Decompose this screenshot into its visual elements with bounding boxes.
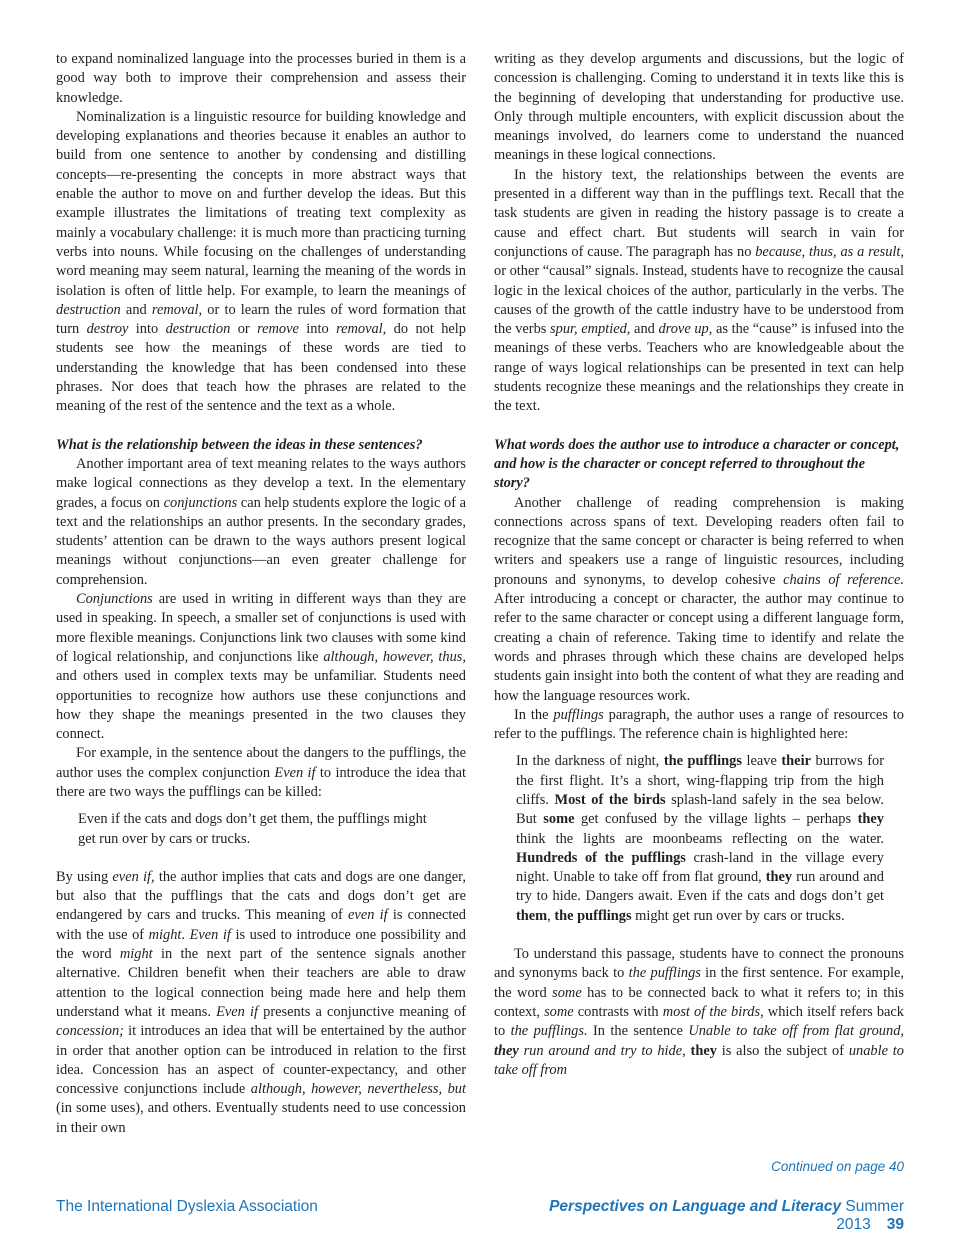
text-run: to expand nominalized language into the processes buried in them is a good way both to improve their comprehension and assess their knowledge. xyxy=(56,51,466,106)
text-run: the author implies that cats and dogs are one danger, but also that the pufflings that the cats and dogs don’t get are endangered by cars and trucks. This meaning of xyxy=(56,868,466,924)
paragraph xyxy=(56,744,466,802)
footer-publication xyxy=(486,1198,904,1234)
paragraph xyxy=(56,868,466,1138)
paragraph xyxy=(56,590,466,744)
text-run: run around and try to hide. Dangers await. Even if the cats and dogs don’t get xyxy=(516,869,884,905)
spacer xyxy=(494,417,904,436)
italic-term: most of the birds, xyxy=(662,1003,764,1020)
text-run: burrows for the first flight. It’s a short, wing-flapping trip from the high cliffs. xyxy=(516,753,885,808)
text-run: has to be connected back to what it refers to; in this context, xyxy=(494,984,904,1020)
text-run: get confused by the village lights – perhaps xyxy=(574,811,858,828)
text-run: In the darkness of night, xyxy=(516,753,664,770)
italic-term: Unable to take off from flat ground, xyxy=(688,1023,904,1040)
text-run: presents a conjunctive meaning of xyxy=(258,1003,466,1020)
text-run: is also the subject of xyxy=(716,1042,849,1059)
text-run: do not help students see how the meanings of these words are tied to understanding the knowledge that has been condensed into these phrases. Nor does that teach how the phrases are related to the meaning of the rest of the sentence and the text as a whole. xyxy=(56,321,466,415)
italic-term: the pufflings xyxy=(628,965,701,982)
italic-term: some xyxy=(544,1003,574,1020)
italic-term: Even if xyxy=(274,764,316,781)
text-run: By using xyxy=(56,868,113,885)
section-heading: What words does the author use to introduce a character or concept, and how is the character or concept referred to throughout the story? xyxy=(494,436,900,492)
text-run: or other “causal” signals. Instead, students have to recognize the causal logic in the lexical choices of the author, particularly in the verbs. The causes of the growth of the cattle industry have to be understood from the verbs xyxy=(494,263,904,338)
italic-term: removal, xyxy=(151,301,203,318)
italic-term: although, however, thus, xyxy=(323,648,466,665)
italic-term: run around and try to hide, xyxy=(518,1042,686,1059)
text-run: Nominalization is a linguistic resource for building knowledge and developing explanations and theories because it enables an author to build from one sentence to another by condensing and distilling concepts—re-presenting the concepts in more abstract ways that enable the author to move on and further develop the ideas. But this example illustrates the limitations of treating text complexity as mainly a vocabulary challenge: it is much more than practicing turning verbs into nouns. While focusing on the challenges of understanding word meaning may seem natural, learning the meaning of the words in isolation is often of little help. For example, to learn the meanings of xyxy=(56,108,466,299)
highlighted-reference: the pufflings xyxy=(554,907,632,924)
text-run: which itself refers back to xyxy=(494,1003,904,1040)
journal-issue: Summer 2013 xyxy=(836,1198,904,1233)
text-run: or to learn the rules of word formation that turn xyxy=(56,301,467,338)
italic-term: concession; xyxy=(56,1023,124,1040)
italic-term: destroy xyxy=(86,321,129,338)
highlighted-reference: Hundreds of the pufflings xyxy=(516,849,686,866)
italic-term: unable to take off from xyxy=(494,1042,904,1078)
italic-term: spur, emptied, xyxy=(550,321,631,338)
italic-term: the pufflings. xyxy=(510,1023,588,1040)
italic-term: removal, xyxy=(336,321,387,338)
text-run: in the next part of the sentence signals another alternative. Children benefit when their teachers are able to draw attention to the logical connection being made here and help them understand what it means. xyxy=(56,946,466,1020)
text-run: Another challenge of reading comprehension is making connections across spans of text. Developing readers often fail to recognize that the same concept or character is being referred to when writers and speakers use a range of linguistic resources, including pronouns and synonyms, to develop cohesive xyxy=(494,494,904,588)
italic-term: might xyxy=(119,946,153,963)
italic-term: destruction xyxy=(56,301,121,318)
italic-term: Even if xyxy=(189,926,231,943)
text-run: To understand this passage, students have to connect the pronouns and synonyms back to xyxy=(494,946,904,982)
text-run: think the lights are moonbeams reflecting on the water. xyxy=(516,830,884,847)
text-run: into xyxy=(298,321,337,338)
highlighted-reference: their xyxy=(781,753,811,770)
italic-term: conjunctions xyxy=(163,494,238,511)
italic-term: destruction xyxy=(165,321,231,338)
text-run: are used in writing in different ways than they are used in speaking. In speech, a smaller set of conjunctions is used with more flexible meanings. Conjunctions link two clauses with some kind of logical relationship, and conjunctions like xyxy=(56,591,466,665)
text-run: as the “cause” is infused into the meanings of these verbs. Teachers who are knowledgeable about the range of ways logical relationships can be presented in text can help students recognize these meanings and the relationships they create in the text. xyxy=(494,321,904,415)
highlighted-reference: Most of the birds xyxy=(554,791,666,808)
italic-term: even if xyxy=(348,907,388,924)
text-run: can help students explore the logic of a text and the relationships an author presents. In the secondary grades, students’ attention can be drawn to the ways authors present logical meanings without conjunctions—an even greater challenge for comprehension. xyxy=(56,494,466,588)
paragraph xyxy=(494,166,904,417)
italic-term: Even if xyxy=(216,1003,259,1020)
text-run: For example, in the sentence about the dangers to the pufflings, the author uses the complex conjunction xyxy=(56,745,466,781)
text-run: to introduce the idea that there are two ways the pufflings can be killed: xyxy=(56,764,467,800)
italic-term: remove xyxy=(257,321,299,338)
text-run: or xyxy=(230,321,258,338)
paragraph xyxy=(56,108,466,417)
paragraph xyxy=(56,50,466,108)
reference-chain-quote xyxy=(516,752,884,926)
journal-title: Perspectives on Language and Literacy xyxy=(549,1198,842,1215)
text-run: In the xyxy=(514,706,554,723)
text-run: contrasts with xyxy=(573,1003,663,1020)
section-heading: What is the relationship between the ideas in these sentences? xyxy=(56,436,423,453)
italic-term: pufflings xyxy=(553,706,604,723)
highlighted-reference: they xyxy=(765,869,793,886)
page-number: 39 xyxy=(886,1216,904,1233)
paragraph: writing as they develop arguments and discussions, but the logic of concession is challenging. Coming to understand it in texts like this is the beginning of developing that understanding for productive use. Only through multiple encounters, with explicit discussion about the meanings involved, do learners come to understand the nuanced meanings in these logical connections. xyxy=(494,51,904,164)
text-run: and xyxy=(630,321,659,338)
italic-term: drove up, xyxy=(658,321,713,338)
footer-organization: The International Dyslexia Association xyxy=(56,1198,318,1215)
text-run: Another important area of text meaning relates to the ways authors make logical connections as they develop a text. In the elementary grades, a focus on xyxy=(56,455,466,511)
continued-link[interactable]: Continued on page 40 xyxy=(771,1159,904,1174)
text-run: is used to introduce one possibility and the word xyxy=(56,926,466,963)
right-column xyxy=(494,50,904,1080)
text-run: After introducing a concept or character, the author may continue to refer to the same character or concept using a different language form, creating a chain of reference. Taking time to identify and relate the words and phrases through which these chains are developed helps students gain insight into both the content of what they are reading and how the language resources work. xyxy=(494,591,904,704)
text-run: is connected with the use of xyxy=(56,907,466,943)
text-run: (in some uses), and others. Eventually students need to use concession in their own xyxy=(56,1100,466,1136)
paragraph xyxy=(494,494,904,706)
text-run: crash-land in the village every night. Unable to take off from flat ground, xyxy=(516,849,885,886)
text-run: might get run over by cars or trucks. xyxy=(631,907,845,924)
paragraph xyxy=(494,706,904,745)
text-run: in the first sentence. For example, the word xyxy=(494,965,904,1001)
highlighted-reference: they xyxy=(857,811,884,828)
left-column xyxy=(56,50,466,1138)
highlighted-reference: some xyxy=(543,811,575,828)
text-run: into xyxy=(128,321,166,338)
italic-term: might xyxy=(148,926,182,943)
text-run: paragraph, the author uses a range of resources to refer to the pufflings. The reference chain is highlighted here: xyxy=(494,706,904,743)
bold-term: they xyxy=(690,1042,717,1059)
highlighted-reference: them xyxy=(516,907,548,924)
italic-term: because, thus, as a result, xyxy=(755,243,904,260)
italic-term: even if, xyxy=(112,868,155,885)
italic-term: some xyxy=(552,984,582,1001)
example-quote: Even if the cats and dogs don’t get them, the pufflings might get run over by cars or trucks. xyxy=(78,811,427,847)
text-run: and xyxy=(120,301,152,318)
text-run: . xyxy=(181,926,190,943)
text-run: In the sentence xyxy=(587,1023,689,1040)
paragraph xyxy=(494,945,904,1080)
bold-italic-term: they xyxy=(494,1042,519,1059)
text-run: it introduces an idea that will be entertained by the author in order that another option can be introduced in relation to the first idea. Concession has an aspect of counter-expectancy, and other concessive conjunctions include xyxy=(56,1023,466,1098)
text-run: In the history text, the relationships between the events are presented in a different way than in the pufflings text. Recall that the task students are given in reading the history passage is to create a cause and effect chart. But students will search in vain for conjunctions of cause. The paragraph has no xyxy=(494,166,904,260)
highlighted-reference: the pufflings xyxy=(663,753,742,770)
italic-term: although, however, nevertheless, but xyxy=(250,1081,466,1098)
text-run: and others used in complex texts may be unfamiliar. Students need opportunities to recognize how authors use these conjunctions and how they shape the meanings presented in the two clauses they connect. xyxy=(56,668,466,743)
italic-term: Conjunctions xyxy=(76,591,153,608)
paragraph xyxy=(56,455,466,590)
spacer xyxy=(56,417,466,436)
text-run: splash-land safely in the sea below. But xyxy=(516,791,884,828)
italic-term: chains of reference. xyxy=(783,571,904,588)
text-run: leave xyxy=(741,753,782,770)
text-run: , xyxy=(547,907,555,924)
